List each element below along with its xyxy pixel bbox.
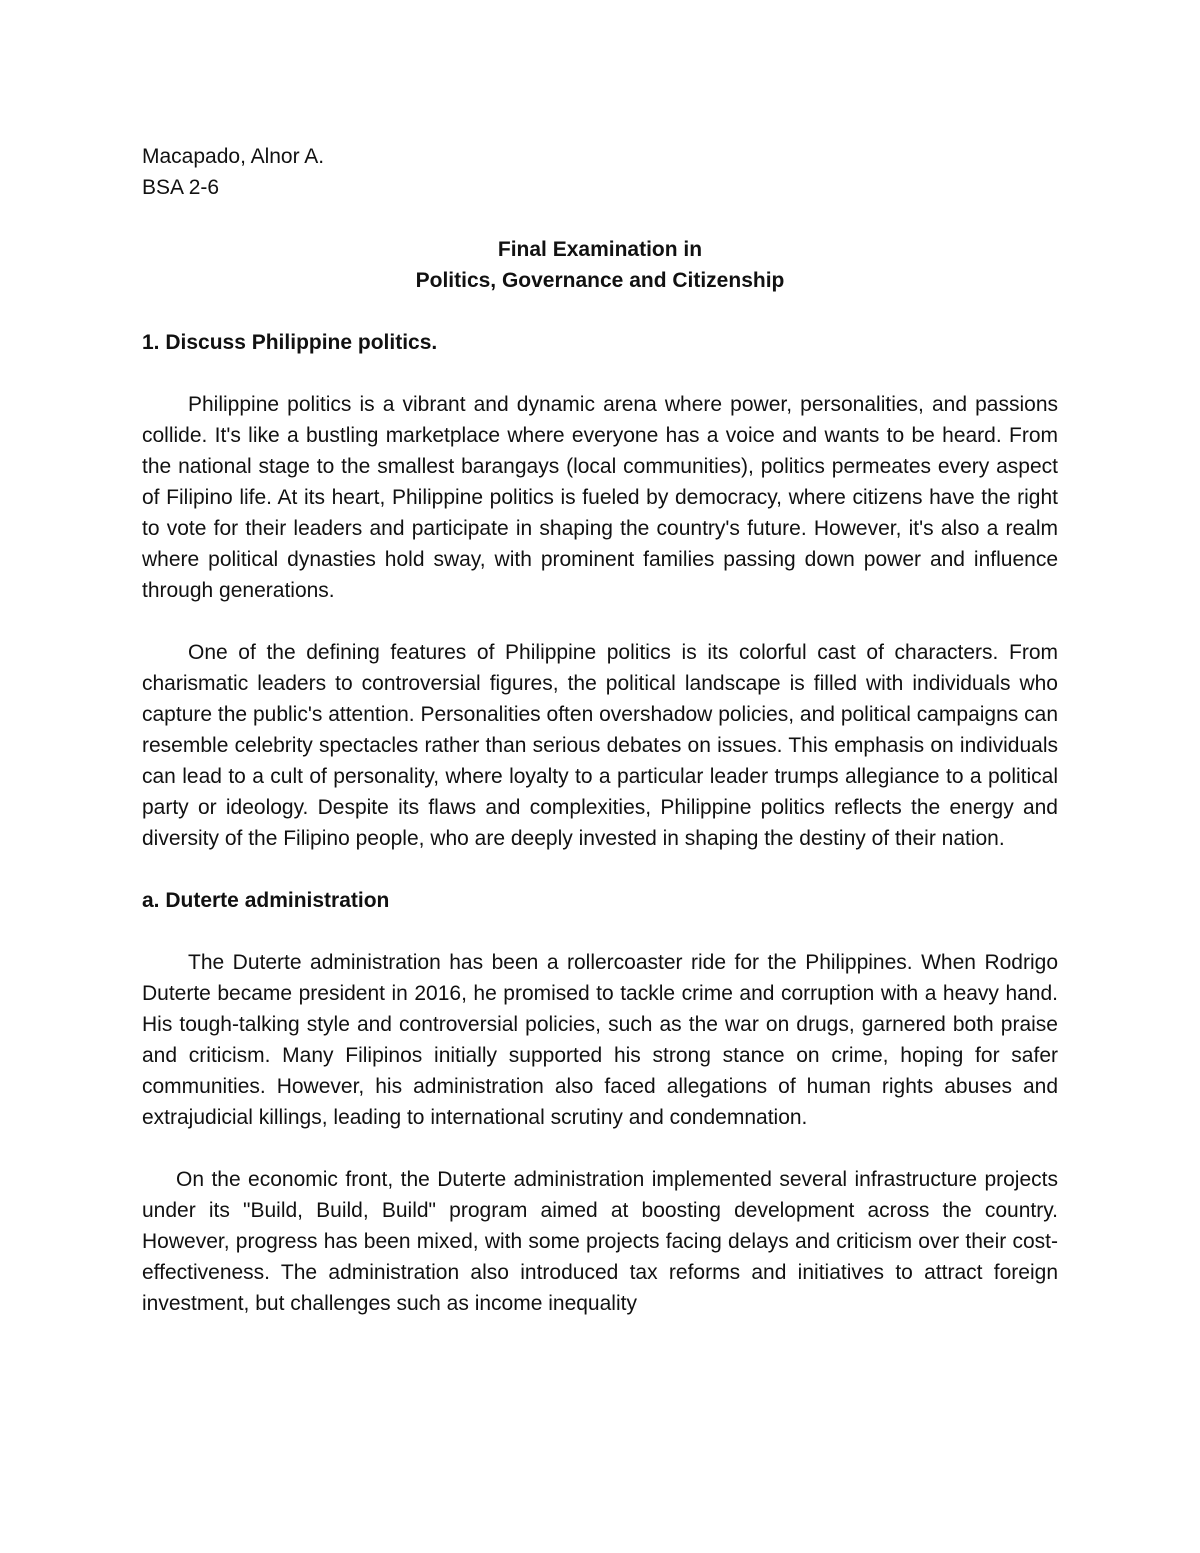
section-a-paragraph-2: On the economic front, the Duterte administration implemented several infrastructure projects under its "Build, Build, Build" program aimed at boosting development across the country. However, progress has been mixed, with some projects facing delays and criticism over their cost-effectiveness. The administration also introduced tax reforms and initiatives to attract foreign investment, but challenges such as income inequality xyxy=(142,1168,1058,1315)
section-a-paragraph-1: The Duterte administration has been a rollercoaster ride for the Philippines. When Rodrigo Duterte became president in 2016, he promised to tackle crime and corruption with a heavy hand. His tough-talking style and controversial policies, such as the war on drugs, garnered both praise and criticism. Many Filipinos initially supported his strong stance on crime, hoping for safer communities. However, his administration also faced allegations of human rights abuses and extrajudicial killings, leading to international scrutiny and condemnation. xyxy=(142,951,1058,1129)
question-1-paragraph-1: Philippine politics is a vibrant and dynamic arena where power, personalities, and passions collide. It's like a bustling marketplace where everyone has a voice and wants to be heard. From the national stage to the smallest barangays (local communities), politics permeates every aspect of Filipino life. At its heart, Philippine politics is fueled by democracy, where citizens have the right to vote for their leaders and participate in shaping the country's future. However, it's also a realm where political dynasties hold sway, with prominent families passing down power and influence through generations. xyxy=(142,393,1058,602)
student-name: Macapado, Alnor A. xyxy=(142,145,325,168)
question-1-paragraph-2: One of the defining features of Philippine politics is its colorful cast of characters. From charismatic leaders to controversial figures, the political landscape is filled with individuals who capture the public's attention. Personalities often overshadow policies, and political campaigns can resemble celebrity spectacles rather than serious debates on issues. This emphasis on individuals can lead to a cult of personality, where loyalty to a particular leader trumps allegiance to a political party or ideology. Despite its flaws and complexities, Philippine politics reflects the energy and diversity of the Filipino people, who are deeply invested in shaping the destiny of their nation. xyxy=(142,641,1058,850)
student-info xyxy=(142,141,1058,203)
question-1-heading: 1. Discuss Philippine politics. xyxy=(142,331,438,354)
exam-title-line-2: Politics, Governance and Citizenship xyxy=(415,269,785,292)
student-section: BSA 2-6 xyxy=(142,176,220,199)
exam-title-line-1: Final Examination in xyxy=(497,238,703,261)
exam-title xyxy=(142,234,1058,296)
document-body xyxy=(142,141,1058,1319)
section-a-heading: a. Duterte administration xyxy=(142,889,390,912)
